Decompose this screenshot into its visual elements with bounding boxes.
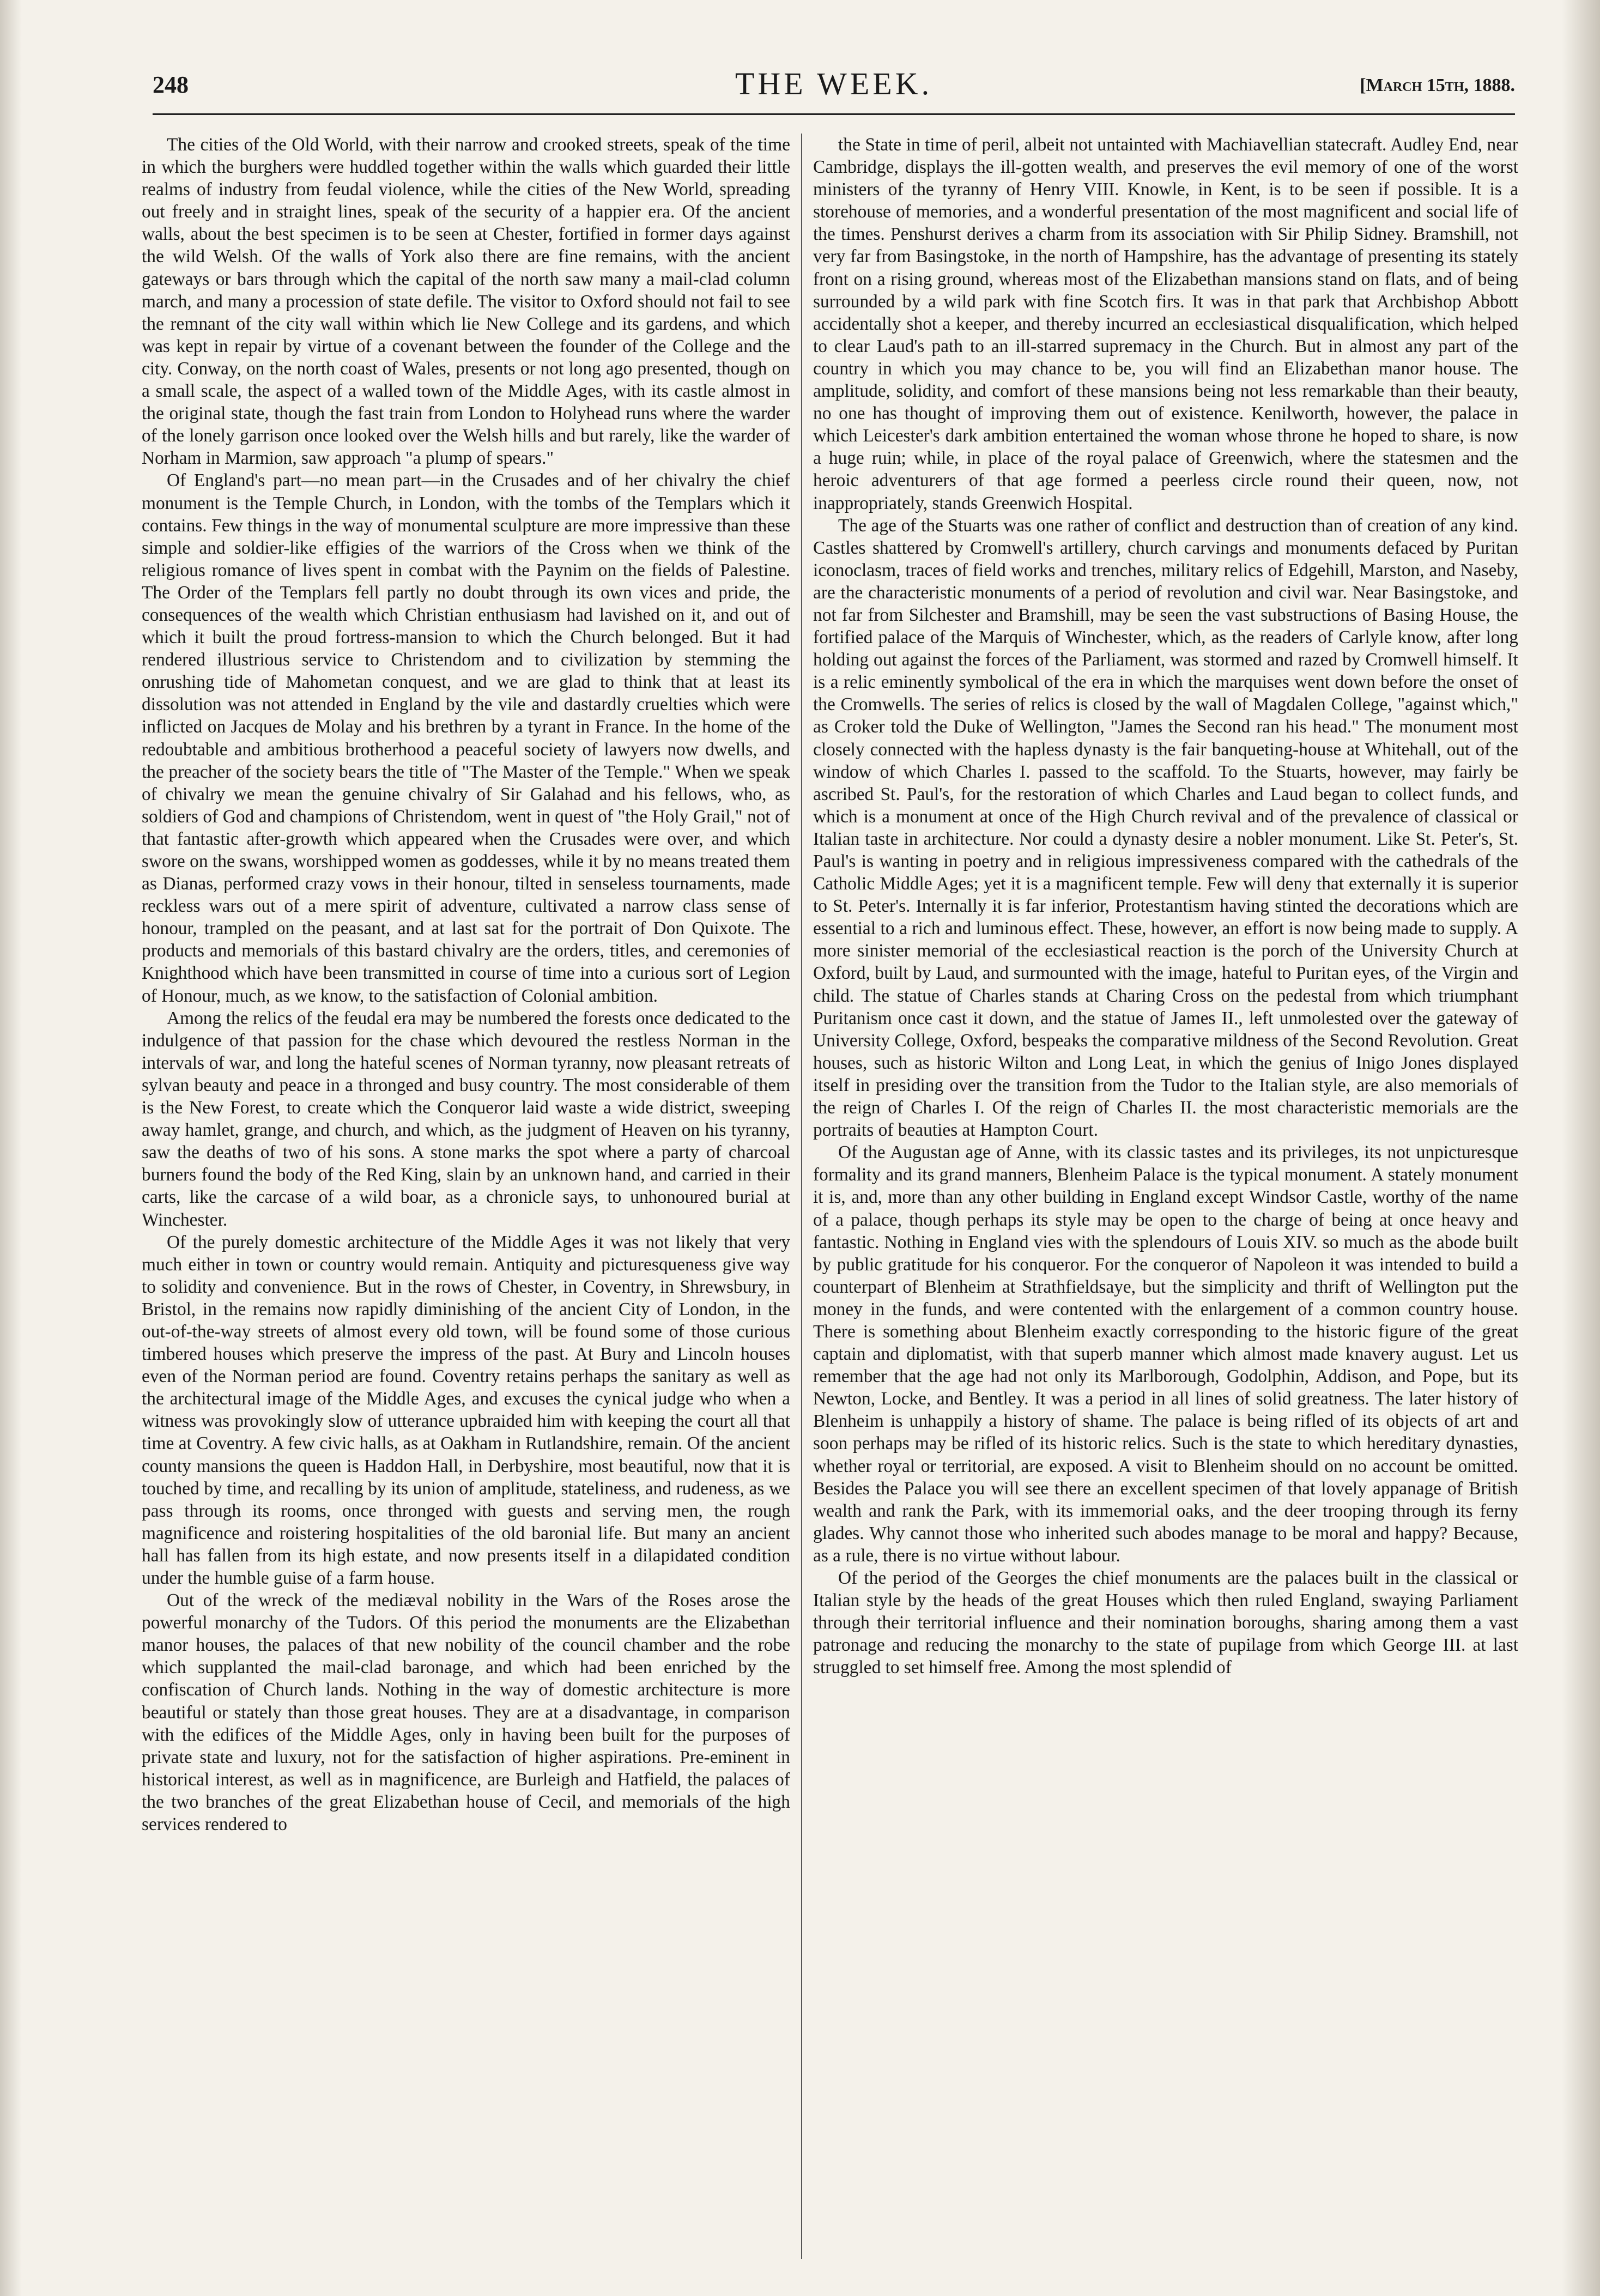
paragraph: Of England's part—no mean part—in the Crusades and of her chivalry the chief monument is the Temple Church, in London, with the tombs of the Templars which it contains. Few things in the way of monumental sculpture are more impressive than these simple and soldier-like effigies of the warriors of the Cross when we think of the religious romance of lives spent in combat with the Paynim on the fields of Palestine. The Order of the Templars fell partly no doubt through its own vices and pride, the consequences of the wealth which Christian enthusiasm had lavished on it, and out of which it built the proud fortress-mansion to which the Church belonged. But it had rendered illustrious service to Christendom and to civilization by stemming the onrushing tide of Mahometan conquest, and we are glad to think that at least its dissolution was not attended in England by the vile and dastardly cruelties which were inflicted on Jacques de Molay and his brethren by a tyrant in France. In the home of the redoubtable and ambitious brotherhood a peaceful society of lawyers now dwells, and the preacher of the society bears the title of "The Master of the Temple." When we speak of chivalry we mean the genuine chivalry of Sir Galahad and his fellows, who, as soldiers of God and champions of Christendom, went in quest of "the Holy Grail," not of that fantastic after-growth which appeared when the Crusades were over, and which swore on the swans, worshipped women as goddesses, while it by no means treated them as Dianas, performed crazy vows in their honour, tilted in senseless tournaments, made reckless wars out of a mere spirit of adventure, cultivated a narrow class sense of honour, trampled on the peasant, and at last sat for the portrait of Don Quixote. The products and memorials of this bastard chivalry are the orders, titles, and ceremonies of Knighthood which have been transmitted in course of time into a curious sort of Legion of Honour, much, as we know, to the satisfaction of Colonial ambition.: [142, 470, 790, 1006]
binding-edge-left: [0, 0, 22, 2296]
paragraph: The cities of the Old World, with their narrow and crooked streets, speak of the time in which the burghers were huddled together within the walls which guarded their little realms of industry from feudal violence, while the cities of the New World, spreading out freely and in straight lines, speak of the security of a happier era. Of the ancient walls, about the best specimen is to be seen at Chester, fortified in former days against the wild Welsh. Of the walls of York also there are fine remains, with the ancient gateways or bars through which the capital of the north saw many a mail-clad column march, and many a procession of state defile. The visitor to Oxford should not fail to see the remnant of the city wall within which lie New College and its gardens, and which was kept in repair by virtue of a covenant between the founder of the College and the city. Conway, on the north coast of Wales, presents or not long ago presented, though on a small scale, the aspect of a walled town of the Middle Ages, with its castle almost in the original state, though the fast train from London to Holyhead runs where the warder of the lonely garrison once looked over the Welsh hills and but rarely, like the warder of Norham in Marmion, saw approach "a plump of spears.": [142, 135, 790, 469]
column-divider: [801, 134, 802, 2259]
page-header: [153, 65, 1515, 114]
paragraph: the State in time of peril, albeit not untainted with Machiavellian statecraft. Audley End, near Cambridge, displays the ill-gotten wealth, and preserves the evil memory of one of the worst ministers of the tyranny of Henry VIII. Knowle, in Kent, is to be seen if possible. It is a storehouse of memories, and a wonderful presentation of the most magnificent and social life of the times. Penshurst derives a charm from its association with Sir Philip Sidney. Bramshill, not very far from Basingstoke, in the north of Hampshire, has the advantage of presenting its stately front on a rising ground, whereas most of the Elizabethan mansions stand on flats, and of being surrounded by a wild park with fine Scotch firs. It was in that park that Archbishop Abbott accidentally shot a keeper, and thereby incurred an ecclesiastical disqualification, which helped to clear Laud's path to an ill-starred supremacy in the Church. But in almost any part of the country in which you may chance to be, you will find an Elizabethan manor house. The amplitude, solidity, and comfort of these mansions being not less remarkable than their beauty, no one has thought of improving them out of existence. Kenilworth, however, the palace in which Leicester's dark ambition entertained the woman whose throne he hoped to share, is now a huge ruin; while, in place of the royal palace of Greenwich, where the statesmen and the heroic adventurers of that age formed a peerless circle round their queen, now, not inappropriately, stands Greenwich Hospital.: [813, 135, 1518, 513]
issue-date: [March 15th, 1888.: [1360, 75, 1515, 95]
paragraph: Of the Augustan age of Anne, with its classic tastes and its privileges, its not unpicturesque formality and its grand manners, Blenheim Palace is the typical monument. A stately monument it is, and, more than any other building in England except Windsor Castle, worthy of the name of a palace, though perhaps its style may be open to the charge of being at once heavy and fantastic. Nothing in England vies with the splendours of Louis XIV. so much as the abode built by public gratitude for his conqueror. For the conqueror of Napoleon it was intended to build a counterpart of Blenheim at Strathfieldsaye, but the simplicity and thrift of Wellington put the money in the funds, and were contented with the enlargement of a common country house. There is something about Blenheim exactly corresponding to the historic figure of the great captain and diplomatist, with that superb manner which almost made knavery august. Let us remember that the age had not only its Marlborough, Godolphin, Addison, and Pope, but its Newton, Locke, and Bentley. It was a period in all lines of solid greatness. The later history of Blenheim is unhappily a history of shame. The palace is being rifled of its objects of art and soon perhaps may be rifled of its historic relics. Such is the state to which hereditary dynasties, whether royal or territorial, are exposed. A visit to Blenheim should on no account be omitted. Besides the Palace you will see there an excellent specimen of that lovely appanage of British wealth and rank the Park, with its immemorial oaks, and the deer trooping through its ferny glades. Why cannot those who inherited such abodes manage to be moral and happy? Because, as a rule, there is no virtue without labour.: [813, 1142, 1518, 1566]
paragraph: Out of the wreck of the mediæval nobility in the Wars of the Roses arose the powerful monarchy of the Tudors. Of this period the monuments are the Elizabethan manor houses, the palaces of that new nobility of the council chamber and the robe which supplanted the mail-clad baronage, and which had been enriched by the confiscation of Church lands. Nothing in the way of domestic architecture is more beautiful or stately than those great houses. They are at a disadvantage, in comparison with the edifices of the Middle Ages, only in having been built for the purposes of private state and luxury, not for the satisfaction of higher aspirations. Pre-eminent in historical interest, as well as in magnificence, are Burleigh and Hatfield, the palaces of the two branches of the great Elizabethan house of Cecil, and memorials of the high services rendered to: [142, 1590, 790, 1835]
journal-title: THE WEEK.: [735, 66, 933, 101]
page-number: 248: [153, 71, 189, 98]
paragraph: Of the period of the Georges the chief monuments are the palaces built in the classical or Italian style by the heads of the great Houses which then ruled England, swaying Parliament through their territorial influence and their nomination boroughs, sharing among them a vast patronage and reducing the monarchy to the state of pupilage from which George III. at last struggled to set himself free. Among the most splendid of: [813, 1568, 1518, 1678]
paragraph: The age of the Stuarts was one rather of conflict and destruction than of creation of any kind. Castles shattered by Cromwell's artillery, church carvings and monuments defaced by Puritan iconoclasm, traces of field works and trenches, military relics of Edgehill, Marston, and Naseby, are the characteristic monuments of a period of revolution and civil war. Near Basingstoke, and not far from Silchester and Bramshill, may be seen the vast substructions of Basing House, the fortified palace of the Marquis of Winchester, which, as the readers of Carlyle know, after long holding out against the forces of the Parliament, was stormed and razed by Cromwell himself. It is a relic eminently symbolical of the era in which the marquises went down before the onset of the Cromwells. The series of relics is closed by the wall of Magdalen College, "against which," as Croker told the Duke of Wellington, "James the Second ran his head." The monument most closely connected with the hapless dynasty is the fair banqueting-house at Whitehall, out of the window of which Charles I. passed to the scaffold. To the Stuarts, however, may fairly be ascribed St. Paul's, for the restoration of which Charles and Laud began to collect funds, and which is a monument at once of the High Church revival and of the prevalence of classical or Italian taste in architecture. Nor could a dynasty desire a nobler monument. Like St. Peter's, St. Paul's is wanting in poetry and in religious impressiveness compared with the cathedrals of the Catholic Middle Ages; yet it is a magnificent temple. Few will deny that externally it is superior to St. Peter's. Internally it is far inferior, Protestantism having stinted the decorations which are essential to a rich and luminous effect. These, however, an effort is now being made to supply. A more sinister memorial of the ecclesiastical reaction is the porch of the University Church at Oxford, built by Laud, and surmounted with the image, hateful to Puritan eyes, of the Virgin and child. The statue of Charles stands at Charing Cross on the pedestal from which triumphant Puritanism once cast it down, and the statue of James II., left unmolested over the gateway of University College, Oxford, bespeaks the comparative mildness of the Second Revolution. Great houses, such as historic Wilton and Long Leat, in which the genius of Inigo Jones displayed itself in presiding over the transition from the Tudor to the Italian style, are also memorials of the reign of Charles I. Of the reign of Charles II. the most characteristic memorials are the portraits of beauties at Hampton Court.: [813, 515, 1518, 1141]
text-column-left: [142, 134, 790, 2275]
paragraph: Among the relics of the feudal era may be numbered the forests once dedicated to the indulgence of that passion for the chase which devoured the restless Norman in the intervals of war, and long the hateful scenes of Norman tyranny, now pleasant retreats of sylvan beauty and peace in a thronged and busy country. The most considerable of them is the New Forest, to create which the Conqueror laid waste a wide district, sweeping away hamlet, grange, and church, and which, as the judgment of Heaven on his tyranny, saw the deaths of two of his sons. A stone marks the spot where a party of charcoal burners found the body of the Red King, slain by an unknown hand, and carried in their carts, like the carcase of a wild boar, as a chronicle says, to unhonoured burial at Winchester.: [142, 1008, 790, 1230]
binding-edge-right: [1562, 0, 1600, 2296]
paragraph: Of the purely domestic architecture of the Middle Ages it was not likely that very much either in town or country would remain. Antiquity and picturesqueness give way to solidity and convenience. But in the rows of Chester, in Coventry, in Shrewsbury, in Bristol, in the remains now rapidly diminishing of the ancient City of London, in the out-of-the-way streets of almost every old town, will be found some of those curious timbered houses which preserve the impress of the past. At Bury and Lincoln houses even of the Norman period are found. Coventry retains perhaps the sanitary as well as the architectural image of the Middle Ages, and excuses the cynical judge who when a witness was provokingly slow of utterance upbraided him with keeping the court all that time at Coventry. A few civic halls, as at Oakham in Rutlandshire, remain. Of the ancient county mansions the queen is Haddon Hall, in Derbyshire, most beautiful, now that it is touched by time, and recalling by its union of amplitude, stateliness, and rudeness, as we pass through its rooms, once thronged with guests and serving men, the rough magnificence and roistering hospitalities of the old baronial life. But many an ancient hall has fallen from its high estate, and now presents itself in a dilapidated condition under the humble guise of a farm house.: [142, 1232, 790, 1588]
text-column-right: [813, 134, 1518, 2275]
header-rule: [153, 113, 1515, 115]
